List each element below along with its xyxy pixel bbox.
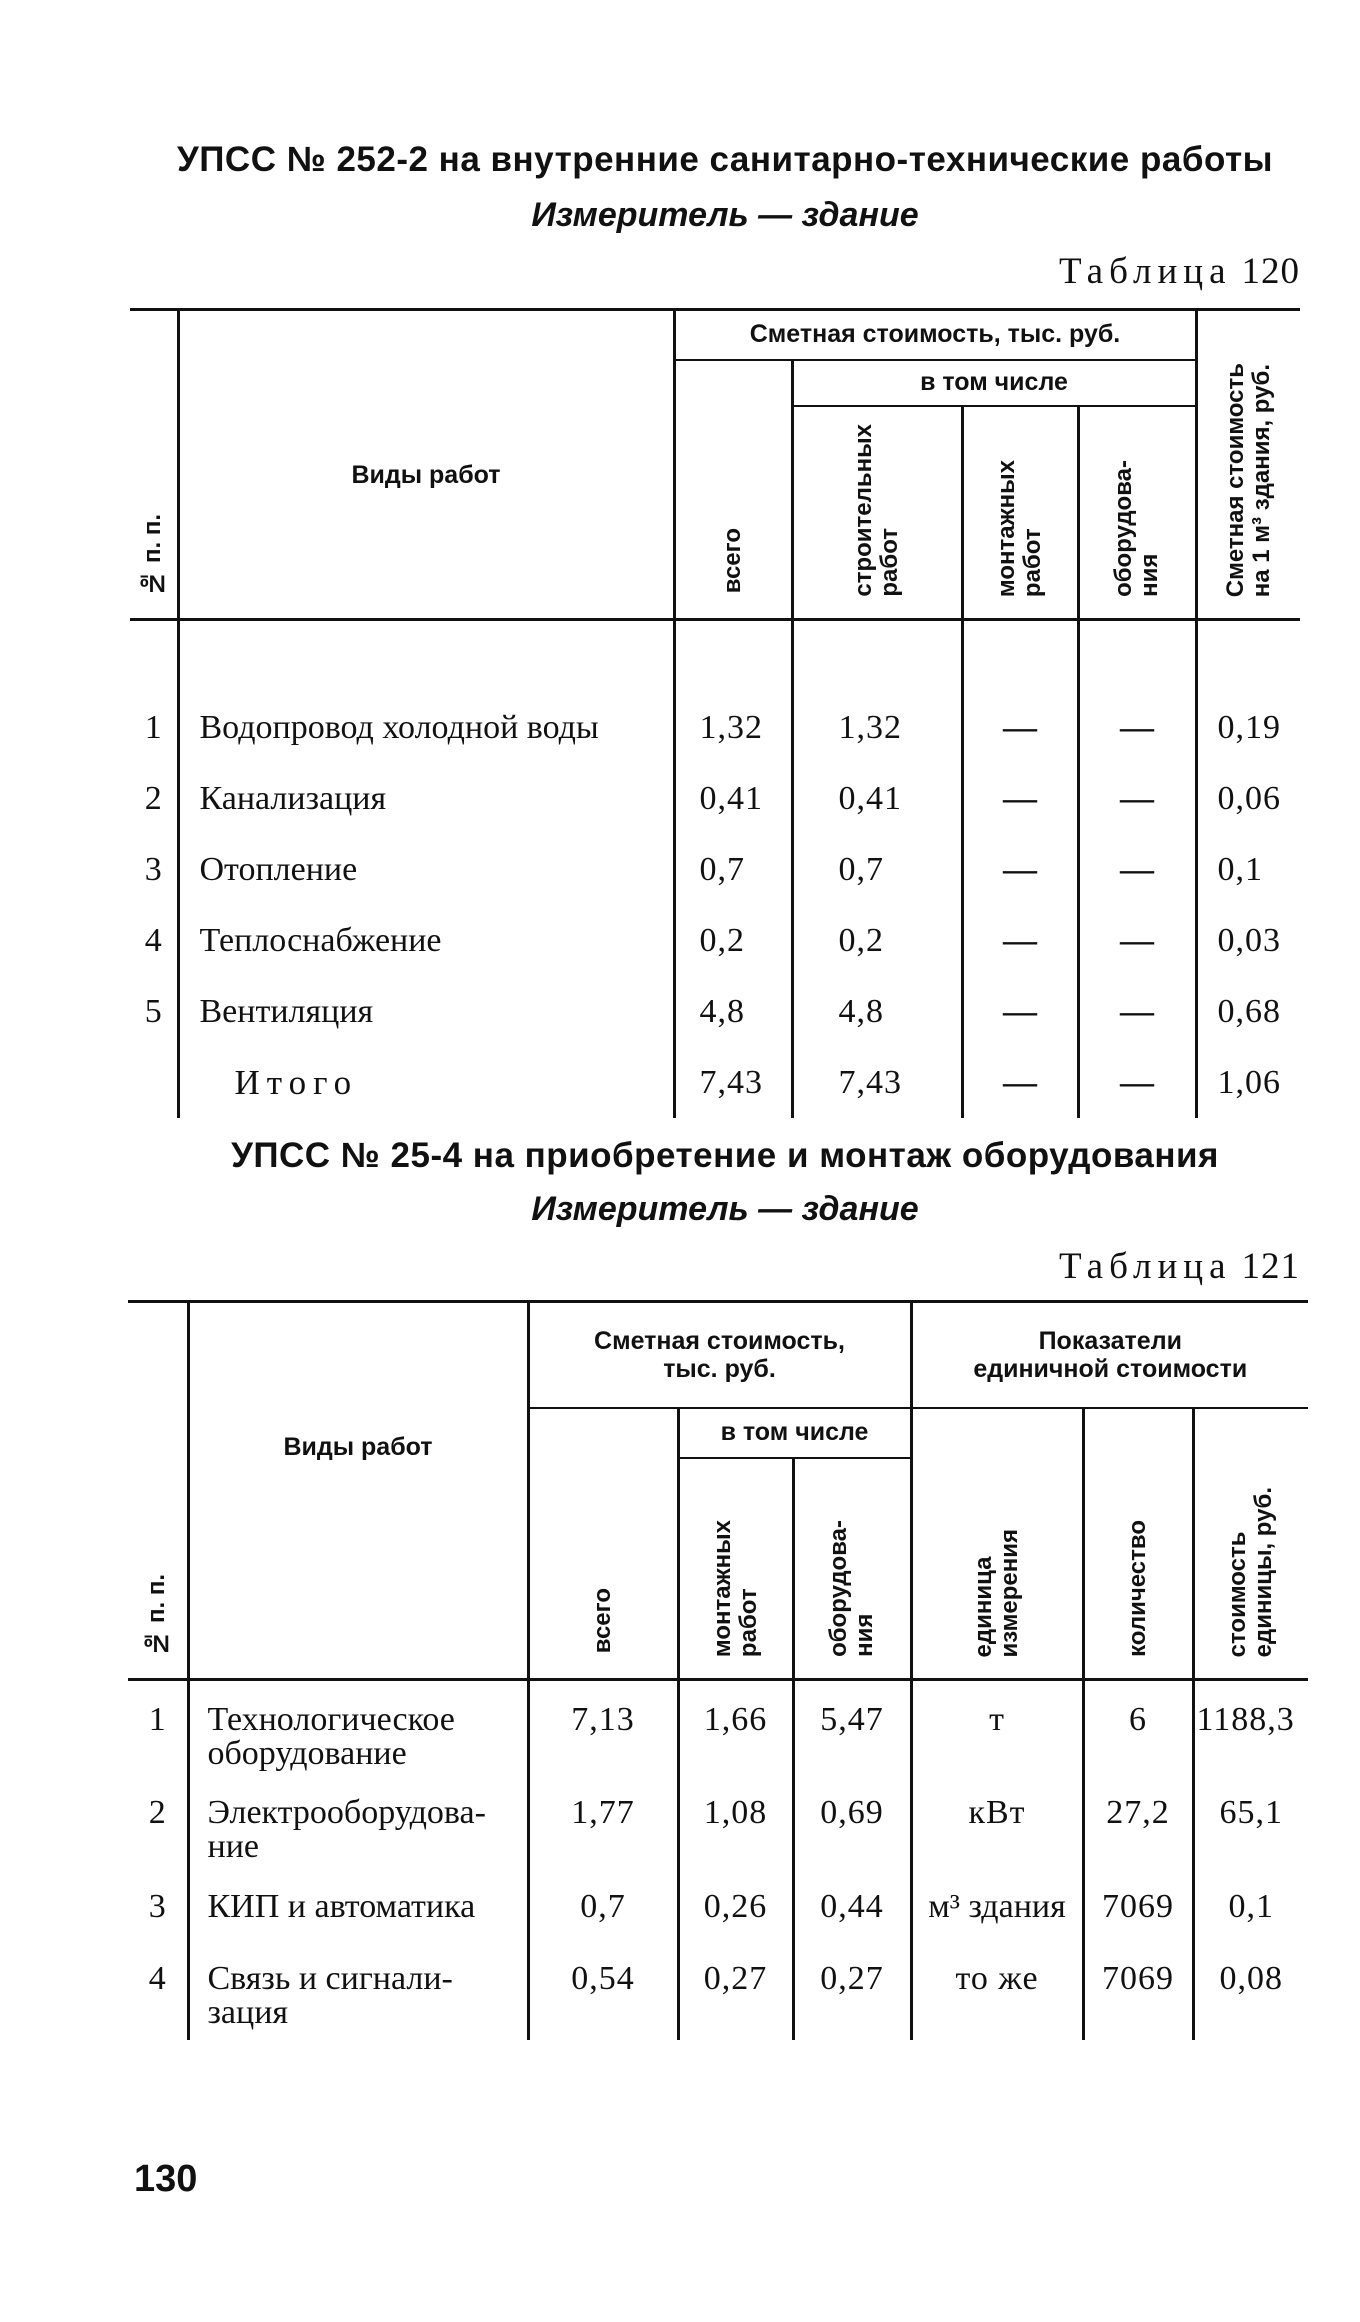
t121-row-num: 4: [148, 1959, 166, 1997]
t120-row-construction: 0,41: [792, 763, 962, 834]
t121-row-unit: то же: [911, 1940, 1083, 2040]
table-row: [130, 834, 1300, 905]
t121-col-num-header: № п. п.: [128, 1302, 188, 1680]
t121-row-installation: 1,08: [678, 1774, 793, 1868]
t120-row-construction: 0,7: [792, 834, 962, 905]
table-120: [130, 308, 1300, 1118]
t120-including-header: в том числе: [792, 360, 1196, 406]
section2-measure: Измеритель — здание: [531, 1190, 919, 1228]
table-row: [130, 763, 1300, 834]
t120-col-total-header: всего: [674, 360, 792, 620]
t120-row-construction: 1,32: [792, 692, 962, 763]
t121-row-total: 7,13: [528, 1680, 678, 1774]
table121-number: 121: [1241, 1246, 1300, 1287]
t121-row-total: 1,77: [528, 1774, 678, 1868]
t121-row-quantity: 7069: [1083, 1868, 1193, 1940]
t120-row-equipment: —: [1078, 976, 1196, 1047]
t120-col-installation-header: монтажных работ: [962, 406, 1078, 620]
t120-row-equipment: —: [1078, 763, 1196, 834]
table120-label: [1059, 250, 1300, 293]
t121-row-quantity: 7069: [1083, 1940, 1193, 2040]
t120-row-construction: 4,8: [792, 976, 962, 1047]
table-row: [128, 1940, 1308, 2040]
t121-row-quantity: 27,2: [1083, 1774, 1193, 1868]
t121-row-installation: 0,27: [678, 1940, 793, 2040]
t121-indicators-group-header: Показатели единичной стоимости: [911, 1302, 1308, 1408]
t121-row-total: 0,54: [528, 1940, 678, 2040]
t120-col-equipment-header: оборудова- ния: [1078, 406, 1196, 620]
t121-row-equipment: 0,44: [793, 1868, 911, 1940]
t121-row-installation: 0,26: [678, 1868, 793, 1940]
t121-row-name: Электрооборудова-ние: [188, 1774, 528, 1868]
t120-total-label: Итого: [178, 1047, 674, 1118]
t121-col-equipment-header: оборудова- ния: [793, 1458, 911, 1680]
section1-heading: УПСС № 252-2 на внутренние санитарно-технические работы: [177, 140, 1273, 179]
table-row: [128, 1774, 1308, 1868]
t121-row-num: 1: [148, 1701, 166, 1738]
t121-row-unit: кВт: [911, 1774, 1083, 1868]
t120-row-total: 0,7: [674, 834, 792, 905]
t121-col-total-header: всего: [528, 1408, 678, 1680]
t121-row-unit-cost: 0,08: [1193, 1940, 1308, 2040]
table120-number: 120: [1241, 251, 1300, 292]
t121-row-name: Связь и сигнали-зация: [188, 1940, 528, 2040]
t120-row-name: Теплоснабжение: [178, 905, 674, 976]
page-number: 130: [134, 2158, 198, 2200]
table-total-row: [130, 1047, 1300, 1118]
t121-col-quantity-header: количество: [1083, 1408, 1193, 1680]
t121-row-installation: 1,66: [678, 1680, 793, 1774]
t120-total-total: 7,43: [674, 1047, 792, 1118]
t121-row-num: 3: [148, 1887, 166, 1925]
t120-row-per-m3: 0,68: [1196, 976, 1300, 1047]
t121-col-works-header: Виды работ: [188, 1302, 528, 1680]
t121-row-unit-cost: 0,1: [1193, 1868, 1308, 1940]
t120-row-total: 0,2: [674, 905, 792, 976]
t120-row-num: 5: [144, 992, 162, 1030]
t120-row-per-m3: 0,1: [1196, 834, 1300, 905]
t120-cost-group-header: Сметная стоимость, тыс. руб.: [674, 310, 1196, 360]
t120-row-total: 4,8: [674, 976, 792, 1047]
t120-row-installation: —: [962, 834, 1078, 905]
t120-row-construction: 0,2: [792, 905, 962, 976]
t120-row-num: 1: [144, 708, 162, 746]
t120-row-installation: —: [962, 976, 1078, 1047]
t120-row-equipment: —: [1078, 692, 1196, 763]
t120-row-installation: —: [962, 905, 1078, 976]
t121-cost-group-header: Сметная стоимость, тыс. руб.: [528, 1302, 911, 1408]
t121-row-equipment: 0,27: [793, 1940, 911, 2040]
t120-row-equipment: —: [1078, 905, 1196, 976]
table121-label-word: Таблица: [1059, 1246, 1232, 1287]
t120-row-name: Вентиляция: [178, 976, 674, 1047]
t121-row-total: 0,7: [528, 1868, 678, 1940]
t120-total-per-m3: 1,06: [1196, 1047, 1300, 1118]
t120-col-per-m3-header: Сметная стоимость на 1 м³ здания, руб.: [1196, 310, 1300, 620]
t120-col-works-header: Виды работ: [178, 310, 674, 620]
t120-row-name: Канализация: [178, 763, 674, 834]
t121-col-unit-cost-header: стоимость единицы, руб.: [1193, 1408, 1308, 1680]
section2-heading: УПСС № 25-4 на приобретение и монтаж оборудования: [231, 1136, 1219, 1175]
table121-label: [1059, 1245, 1300, 1288]
t121-row-equipment: 0,69: [793, 1774, 911, 1868]
t121-row-name: КИП и автоматика: [188, 1868, 528, 1940]
table-121: [128, 1300, 1308, 2040]
t120-row-equipment: —: [1078, 834, 1196, 905]
t121-row-equipment: 5,47: [793, 1680, 911, 1774]
table-row: [130, 905, 1300, 976]
section1-measure: Измеритель — здание: [531, 196, 919, 234]
t120-total-construction: 7,43: [792, 1047, 962, 1118]
t121-including-header: в том числе: [678, 1408, 911, 1458]
t120-row-per-m3: 0,19: [1196, 692, 1300, 763]
table-row: [128, 1680, 1308, 1774]
t120-row-total: 1,32: [674, 692, 792, 763]
t121-row-name: Технологическое оборудование: [188, 1680, 528, 1774]
table-row: [130, 976, 1300, 1047]
t121-row-unit-cost: 65,1: [1193, 1774, 1308, 1868]
t120-row-num: 2: [144, 779, 162, 817]
table-row: [130, 692, 1300, 763]
t120-row-total: 0,41: [674, 763, 792, 834]
t120-total-equipment: —: [1078, 1047, 1196, 1118]
t120-col-construction-header: строительных работ: [792, 406, 962, 620]
t121-row-unit-cost: 1188,3: [1193, 1680, 1308, 1774]
table120-label-word: Таблица: [1059, 251, 1232, 292]
t120-col-num-header: № п. п.: [130, 310, 178, 620]
t121-row-unit: т: [911, 1680, 1083, 1774]
t121-col-installation-header: монтажных работ: [678, 1458, 793, 1680]
t120-total-installation: —: [962, 1047, 1078, 1118]
t121-row-num: 2: [148, 1793, 166, 1831]
t121-col-unit-header: единица измерения: [911, 1408, 1083, 1680]
t120-row-installation: —: [962, 763, 1078, 834]
t120-row-name: Водопровод холодной воды: [178, 692, 674, 763]
t120-row-per-m3: 0,06: [1196, 763, 1300, 834]
t121-row-unit: м³ здания: [911, 1868, 1083, 1940]
t121-row-quantity: 6: [1083, 1680, 1193, 1774]
t120-row-num: 4: [144, 921, 162, 959]
t120-row-installation: —: [962, 692, 1078, 763]
t120-row-num: 3: [144, 850, 162, 888]
t120-row-name: Отопление: [178, 834, 674, 905]
t120-row-per-m3: 0,03: [1196, 905, 1300, 976]
table-row: [128, 1868, 1308, 1940]
